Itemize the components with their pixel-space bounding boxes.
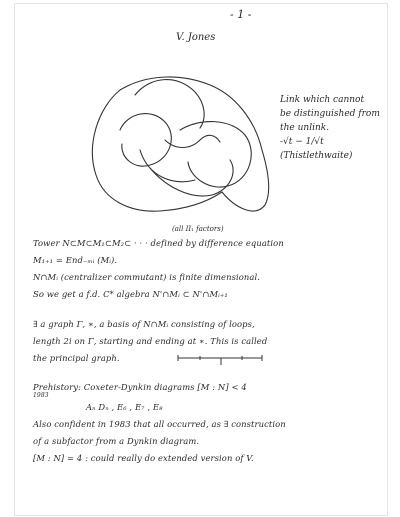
text-line: N∩Mᵢ (centralizer commutant) is finite dimensional. <box>33 272 261 282</box>
author-heading: V. Jones <box>176 32 216 43</box>
side-note-line: -√t − 1/√t <box>280 137 324 147</box>
knot-top-arc <box>135 80 204 128</box>
text-line: ∃ a graph Γ, ∗, a basis of N∩Mᵢ consisting of loops, <box>33 319 255 329</box>
text-line: of a subfactor from a Dynkin diagram. <box>33 436 200 446</box>
text-line: length 2i on Γ, starting and ending at ∗. This is called <box>33 336 268 346</box>
text-line: Tower N⊂M⊂M₁⊂M₂⊂ · · · defined by difference equation <box>33 238 284 248</box>
text-line: [M : N] = 4 : could really do extended version of V. <box>33 453 254 463</box>
principal-graph <box>178 355 262 365</box>
text-line: Aₙ Dₙ , E₆ , E₇ , E₈ <box>86 402 163 412</box>
text-line: Prehistory: Coxeter-Dynkin diagrams [M : N] < 4 <box>33 382 247 392</box>
text-line: Also confident in 1983 that all occurred, as ∃ construction <box>33 419 286 429</box>
side-note-line: (Thistlethwaite) <box>280 151 353 161</box>
page-number: - 1 - <box>230 8 252 21</box>
knot-inner-curve <box>140 150 195 182</box>
text-line: the principal graph. <box>33 353 120 363</box>
figure-caption: (all II₁ factors) <box>172 225 224 233</box>
text-line: M₁₊₁ = End₋ₘᵢ (Mᵢ). <box>33 255 118 265</box>
side-note-line: be distinguished from <box>280 109 380 119</box>
side-note-line: Link which cannot <box>280 95 365 105</box>
text-line: So we get a f.d. C* algebra N'∩Mᵢ ⊂ N'∩Mᵢ₊₁ <box>33 289 228 299</box>
knot-inner-crossing <box>165 135 220 147</box>
knot-left-lobe <box>120 114 171 167</box>
knot-right-lobe <box>180 122 251 188</box>
knot-lower-lobe <box>150 160 233 196</box>
year-note: 1983 <box>33 392 49 399</box>
side-note-line: the unlink. <box>280 123 330 133</box>
